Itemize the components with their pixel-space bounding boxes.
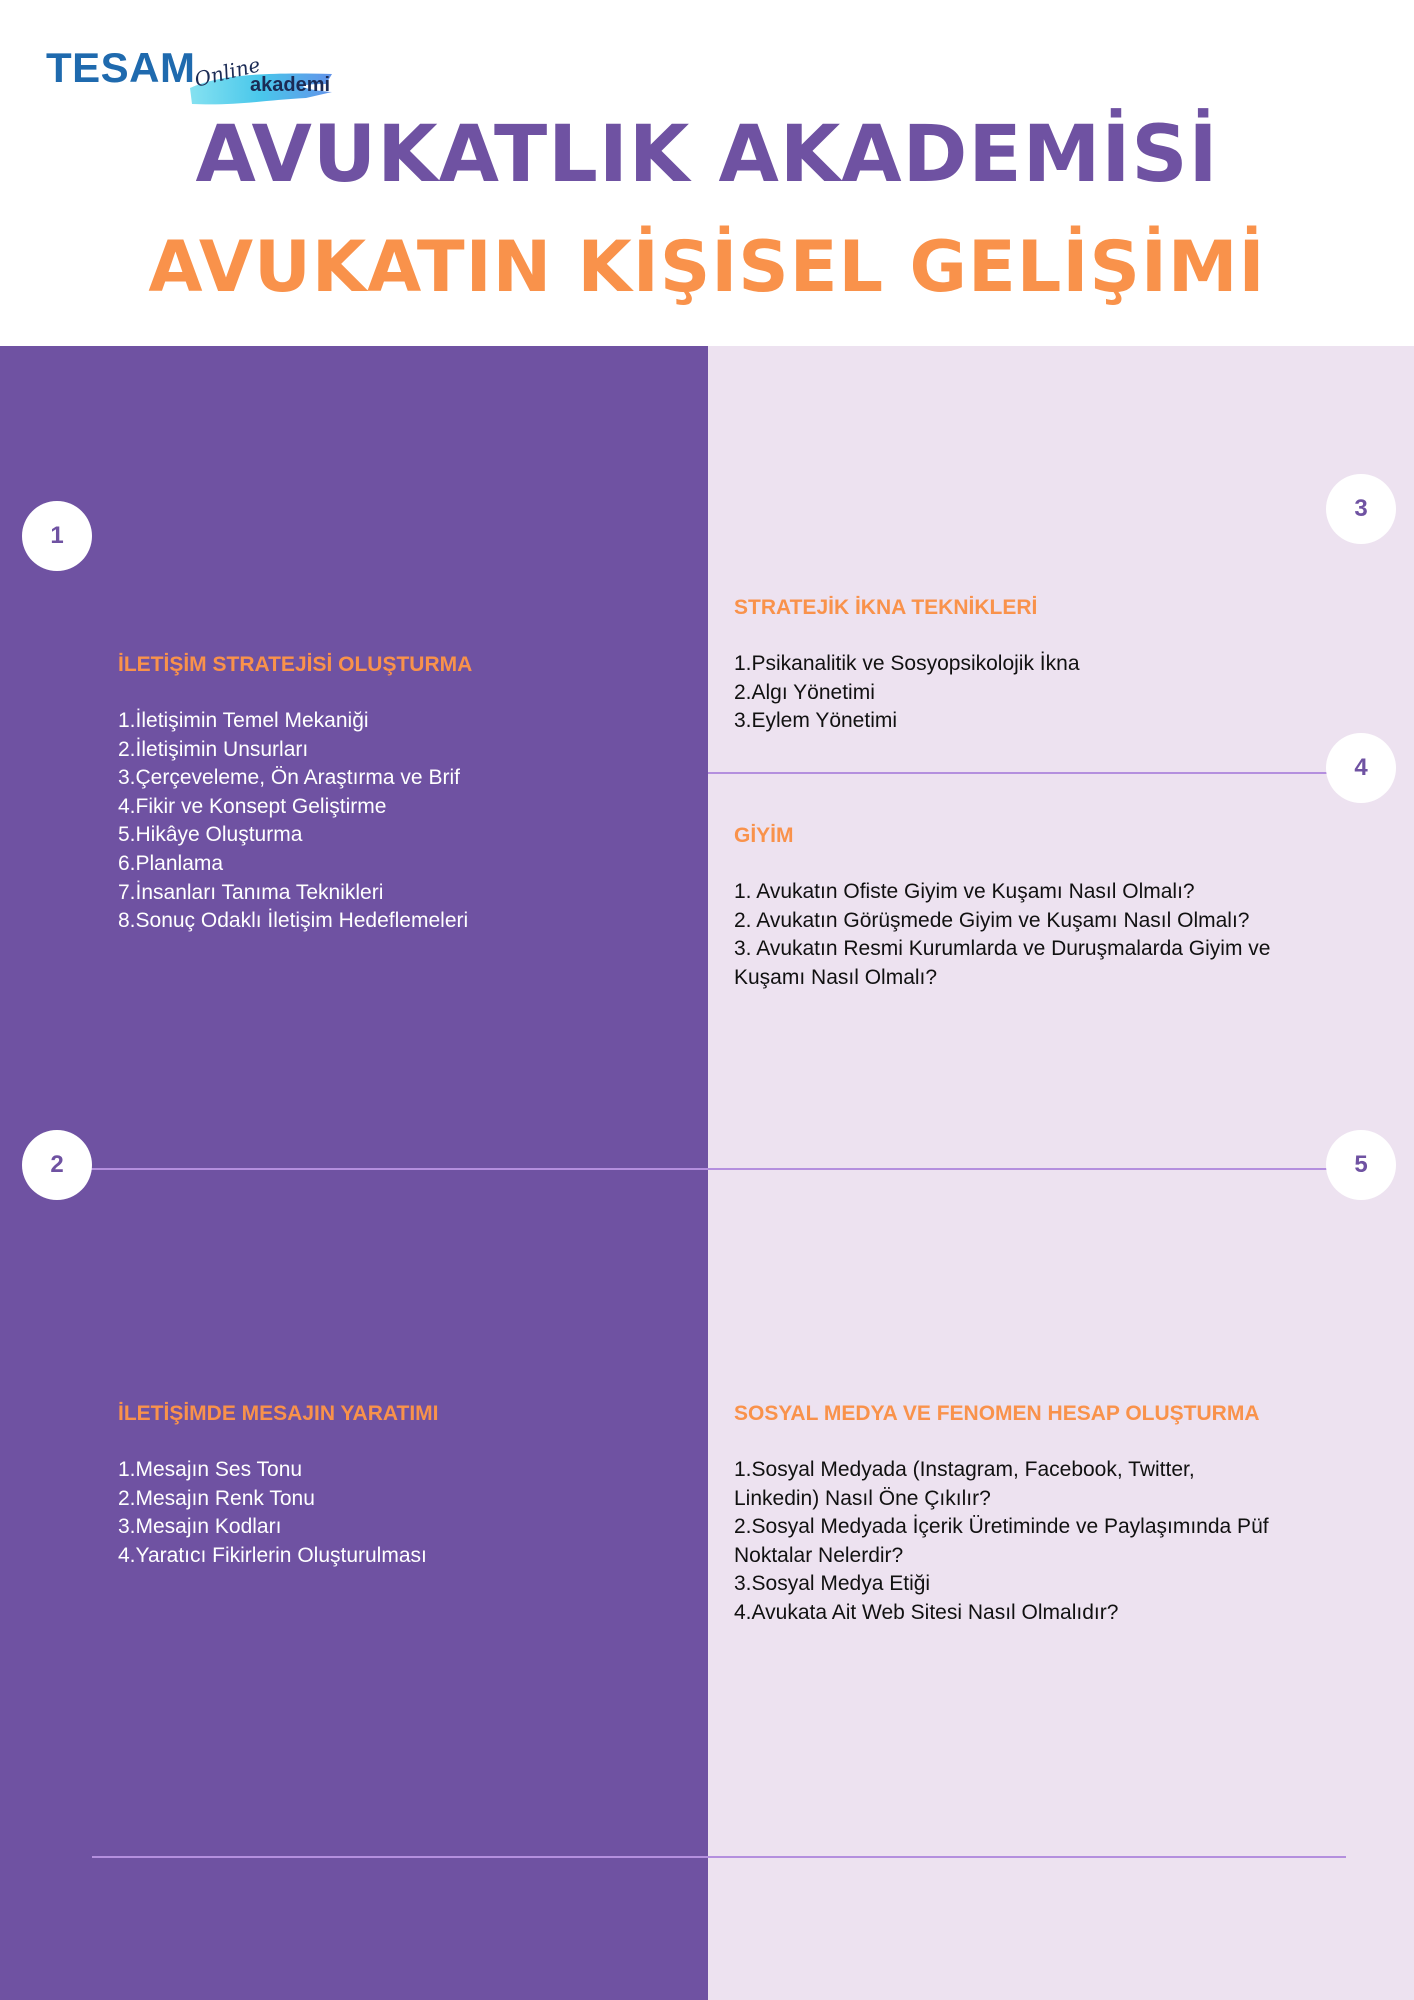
list-item: 2.İletişimin Unsurları [118, 737, 309, 761]
section-title: İLETİŞİMDE MESAJIN YARATIMI [118, 1402, 439, 1425]
list-item: 2. Avukatın Görüşmede Giyim ve Kuşamı Nasıl Olmalı? [734, 908, 1250, 932]
list-item: 1.İletişimin Temel Mekaniği [118, 709, 369, 732]
list-item: 6.Planlama [118, 851, 224, 875]
list-item: 3.Sosyal Medya Etiği [734, 1572, 931, 1596]
list-item: 1.Psikanalitik ve Sosyopsikolojik İkna [734, 652, 1080, 675]
section-number-badge [1326, 1130, 1396, 1200]
main-title: AVUKATLIK AKADEMİSİ [195, 110, 1219, 200]
section-title: SOSYAL MEDYA VE FENOMEN HESAP OLUŞTURMA [734, 1402, 1260, 1425]
list-item: 1. Avukatın Ofiste Giyim ve Kuşamı Nasıl Olmalı? [734, 880, 1195, 903]
list-item: 4.Yaratıcı Fikirlerin Oluşturulması [118, 1543, 427, 1567]
left-panel [0, 346, 708, 2000]
list-item: 4.Fikir ve Konsept Geliştirme [118, 794, 387, 818]
section-number-badge [1326, 474, 1396, 544]
logo-text: TESAM [46, 44, 196, 91]
list-item: 3.Mesajın Kodları [118, 1515, 282, 1539]
section-list [118, 707, 468, 936]
section-number: 5 [1354, 1151, 1368, 1178]
section-list [734, 878, 1270, 992]
list-item: 5.Hikâye Oluşturma [118, 823, 303, 847]
section-list [734, 1456, 1269, 1628]
list-item: Kuşamı Nasıl Olmalı? [734, 965, 938, 989]
list-item: 3.Eylem Yönetimi [734, 709, 898, 733]
subtitle: AVUKATIN KİŞİSEL GELİŞİMİ [148, 226, 1266, 308]
section-list [734, 650, 1080, 736]
list-item: 3.Çerçeveleme, Ön Araştırma ve Brif [118, 766, 460, 790]
divider-right-top [708, 772, 1328, 774]
section-title: İLETİŞİM STRATEJİSİ OLUŞTURMA [118, 653, 473, 676]
divider-bottom [92, 1856, 1346, 1858]
list-item: 4.Avukata Ait Web Sitesi Nasıl Olmalıdır? [734, 1600, 1119, 1624]
section-number-badge [1326, 733, 1396, 803]
tesam-logo[interactable] [46, 40, 336, 115]
section-number: 1 [50, 522, 64, 549]
list-item: 7.İnsanları Tanıma Teknikleri [118, 880, 384, 904]
list-item: 1.Sosyal Medyada (Instagram, Facebook, Twitter, [734, 1458, 1195, 1481]
list-item: 3. Avukatın Resmi Kurumlarda ve Duruşmalarda Giyim ve [734, 937, 1271, 961]
section-number: 3 [1354, 495, 1368, 522]
right-panel [708, 346, 1414, 2000]
section-title: GİYİM [734, 824, 794, 847]
header [0, 0, 1414, 346]
logo-akademi-text: akademi [250, 74, 331, 96]
section-number: 4 [1354, 754, 1368, 781]
list-item: 2.Algı Yönetimi [734, 680, 875, 704]
logo-online-text: Online [192, 52, 263, 92]
section-list [118, 1456, 427, 1570]
section-number: 2 [50, 1151, 64, 1178]
list-item: Linkedin) Nasıl Öne Çıkılır? [734, 1486, 991, 1510]
list-item: 1.Mesajın Ses Tonu [118, 1458, 303, 1481]
list-item: 8.Sonuç Odaklı İletişim Hedeflemeleri [118, 909, 469, 933]
list-item: 2.Mesajın Renk Tonu [118, 1486, 315, 1510]
section-number-badge [22, 1130, 92, 1200]
section-number-badge [22, 501, 92, 571]
list-item: Noktalar Nelerdir? [734, 1543, 904, 1567]
divider-middle [90, 1168, 1328, 1170]
section-title: STRATEJİK İKNA TEKNİKLERİ [734, 596, 1038, 619]
list-item: 2.Sosyal Medyada İçerik Üretiminde ve Paylaşımında Püf [734, 1515, 1269, 1539]
